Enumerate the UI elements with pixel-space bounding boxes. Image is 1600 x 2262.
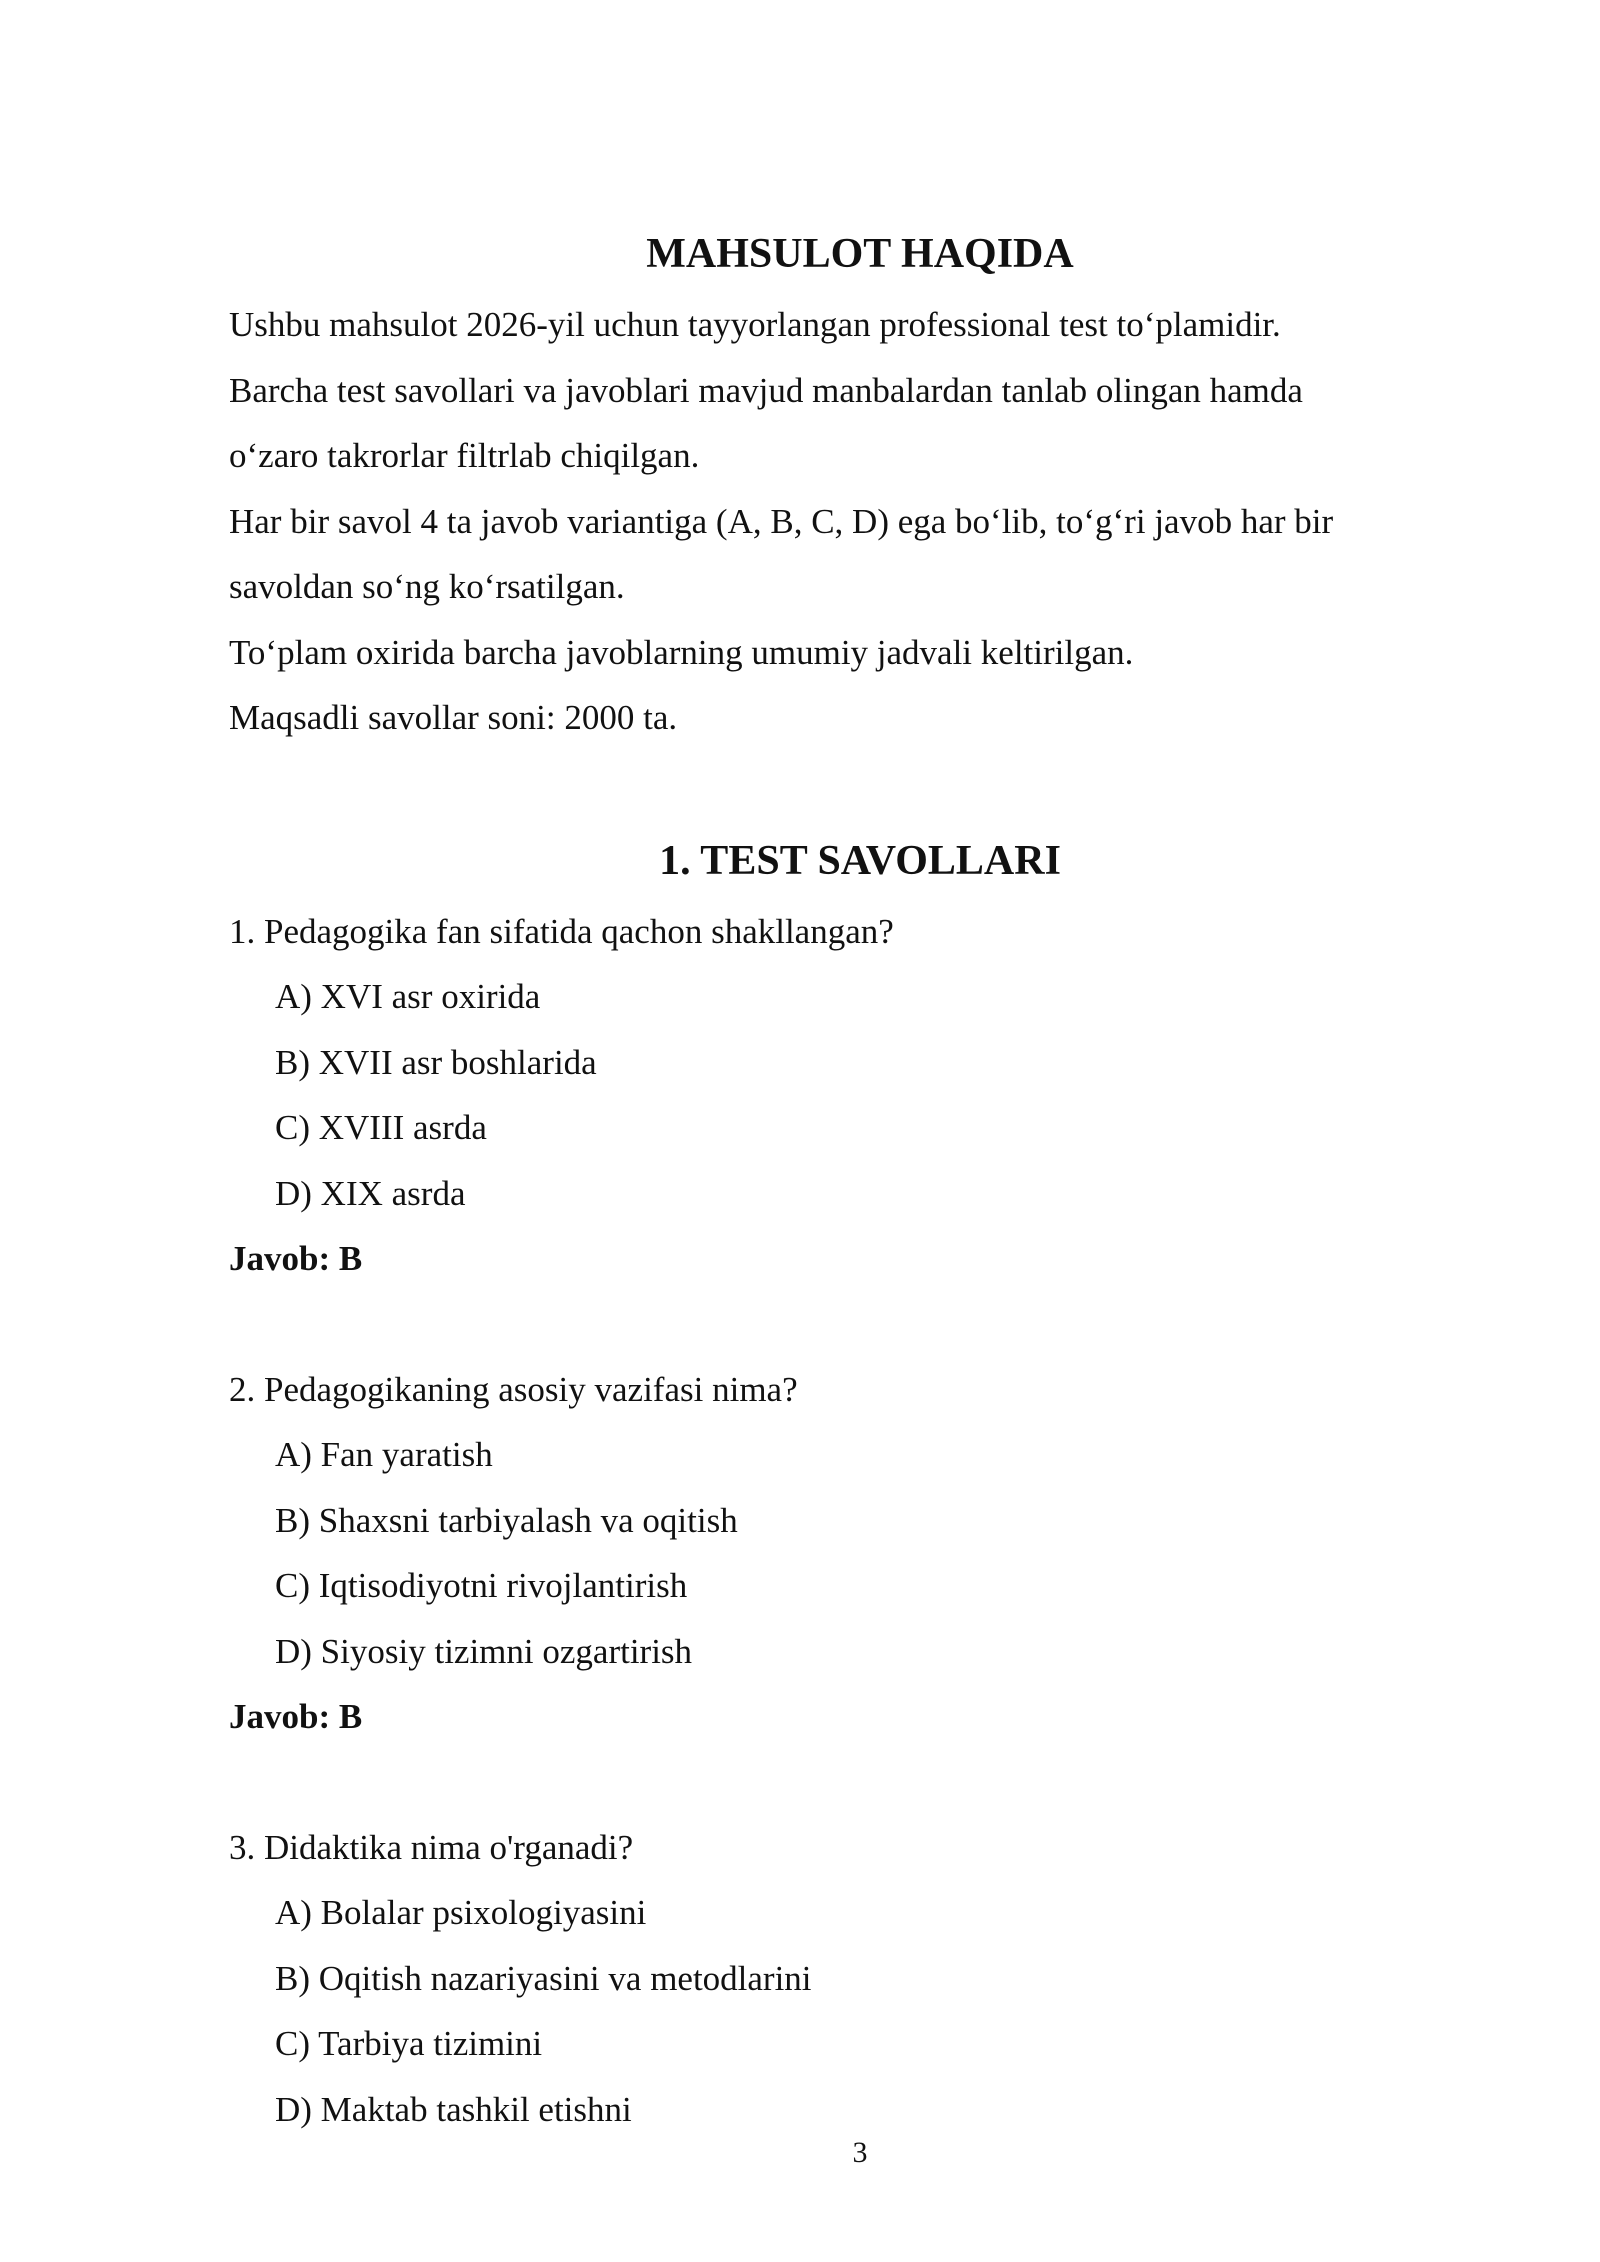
page-content xyxy=(229,226,1429,2207)
answer-option-c: C) Iqtisodiyotni rivojlantirish xyxy=(275,1566,688,1605)
correct-answer: Javob: B xyxy=(229,1697,363,1736)
question-text: 1. Pedagogika fan sifatida qachon shakllangan? xyxy=(229,911,894,951)
intro-line: Maqsadli savollar soni: 2000 ta. xyxy=(229,698,678,737)
section-heading: 1. TEST SAVOLLARI xyxy=(659,837,1061,884)
question-text: 3. Didaktika nima o'rganadi? xyxy=(229,1827,634,1867)
question-block-2 xyxy=(229,1357,1429,1750)
page-number: 3 xyxy=(852,2136,868,2169)
correct-answer: Javob: B xyxy=(229,1239,363,1278)
answer-option-d: D) XIX asrda xyxy=(275,1173,466,1213)
question-block-3 xyxy=(229,1815,1429,2143)
answer-option-c: C) Tarbiya tizimini xyxy=(275,2024,543,2063)
answer-option-c: C) XVIII asrda xyxy=(275,1108,487,1147)
page-title: MAHSULOT HAQIDA xyxy=(646,231,1074,277)
answer-option-a: A) Fan yaratish xyxy=(275,1435,493,1474)
intro-line: Ushbu mahsulot 2026-yil uchun tayyorlangan professional test to‘plamidir. xyxy=(229,305,1281,344)
intro-line: o‘zaro takrorlar filtrlab chiqilgan. xyxy=(229,436,700,475)
question-text: 2. Pedagogikaning asosiy vazifasi nima? xyxy=(229,1369,798,1409)
answer-option-d: D) Maktab tashkil etishni xyxy=(275,2089,632,2129)
answer-option-d: D) Siyosiy tizimni ozgartirish xyxy=(275,1631,693,1671)
answer-option-a: A) XVI asr oxirida xyxy=(275,977,541,1016)
intro-line: Har bir savol 4 ta javob variantiga (A, B, C, D) ega bo‘lib, to‘g‘ri javob har bir xyxy=(229,501,1334,541)
answer-option-a: A) Bolalar psixologiyasini xyxy=(275,1893,647,1932)
intro-line: To‘plam oxirida barcha javoblarning umumiy jadvali keltirilgan. xyxy=(229,632,1134,672)
answer-option-b: B) Oqitish nazariyasini va metodlarini xyxy=(275,1958,812,1998)
answer-option-b: B) Shaxsni tarbiyalash va oqitish xyxy=(275,1500,738,1540)
question-block-1 xyxy=(229,899,1429,1292)
answer-option-b: B) XVII asr boshlarida xyxy=(275,1042,597,1082)
intro-line: Barcha test savollari va javoblari mavjud manbalardan tanlab olingan hamda xyxy=(229,370,1303,410)
intro-line: savoldan so‘ng ko‘rsatilgan. xyxy=(229,567,625,606)
intro-paragraph xyxy=(229,292,1429,751)
